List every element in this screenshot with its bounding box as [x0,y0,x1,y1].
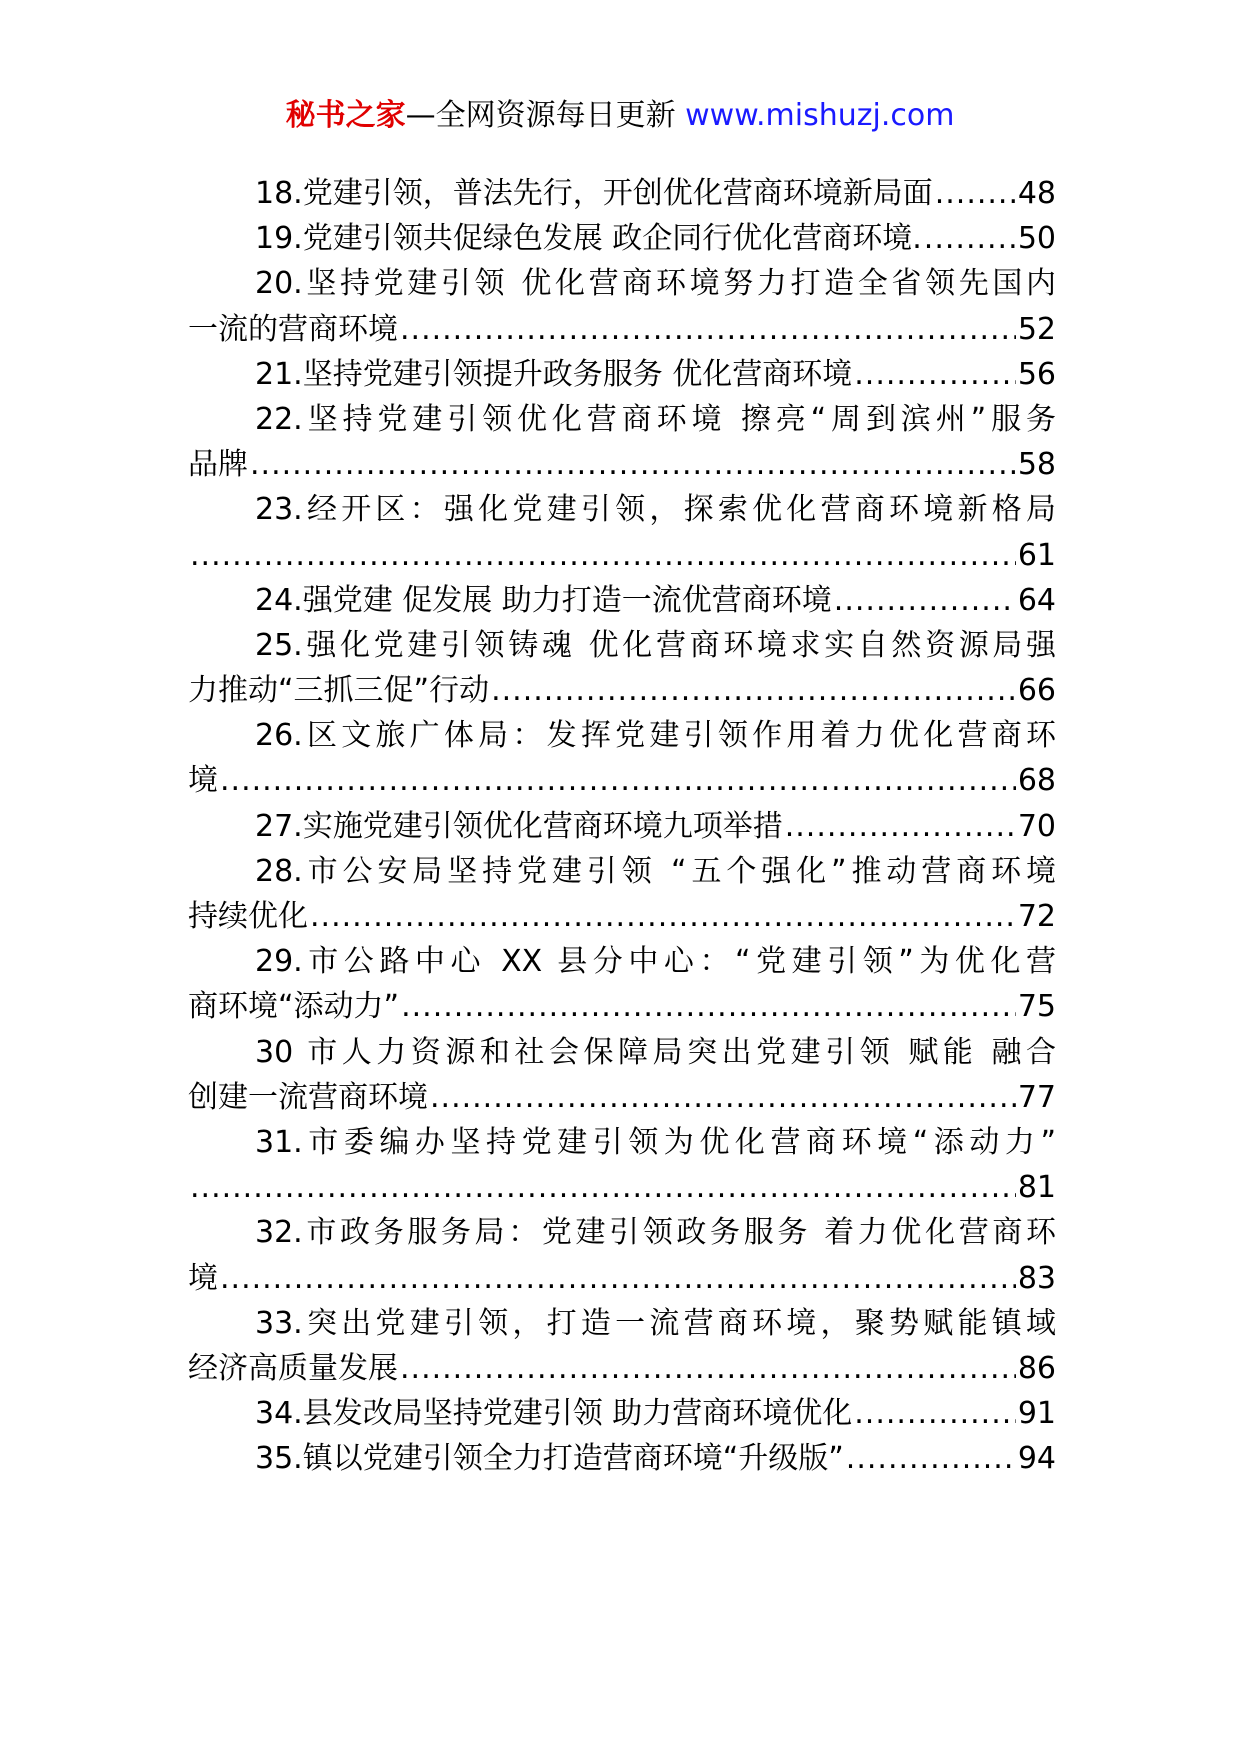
toc-leader-dots [785,804,1016,849]
toc-line[interactable] [188,668,1056,713]
toc-page-number: 75 [1017,989,1056,1025]
toc-page-number: 94 [1017,1441,1056,1477]
toc-line[interactable] [188,1120,1056,1165]
toc-leader-dots [401,984,1016,1029]
toc-entry-text: 26.区文旅广体局：发挥党建引领作用着力优化营商环 [255,718,1056,754]
toc-line[interactable] [188,1346,1056,1391]
toc-leader-dots [250,442,1016,487]
toc-line[interactable] [188,1256,1056,1301]
toc-line[interactable] [188,984,1056,1029]
toc-page-number: 66 [1017,673,1056,709]
toc-entry-text: 29.市公路中心 XX 县分中心：“党建引领”为优化营 [255,944,1056,980]
toc-line[interactable] [188,171,1056,216]
toc-line[interactable] [188,804,1056,849]
toc-line[interactable] [188,442,1056,487]
toc-page-number: 83 [1017,1260,1056,1296]
toc-line[interactable] [188,1210,1056,1255]
toc-line[interactable] [188,261,1056,306]
toc-entry-text: 20.坚持党建引领 优化营商环境努力打造全省领先国内 [255,266,1056,302]
toc-line[interactable] [188,1165,1056,1210]
toc-entry-text: 经济高质量发展 [188,1350,398,1386]
site-url[interactable]: www.mishuzj.com [685,98,955,133]
toc-line[interactable] [188,1436,1056,1481]
toc-entry-text: 35.镇以党建引领全力打造营商环境“升级版” [255,1441,844,1477]
toc-entry-text: 一流的营商环境 [188,311,398,347]
toc-entry-text: 24.强党建 促发展 助力打造一流优营商环境 [255,582,832,618]
toc-page-number: 81 [1017,1170,1056,1206]
brand-name: 秘书之家 [285,98,406,133]
toc-line[interactable] [188,1030,1056,1075]
toc-entry-text: 32.市政务服务局：党建引领政务服务 着力优化营商环 [255,1215,1056,1251]
toc-page-number: 91 [1017,1396,1056,1432]
toc-entry-text: 创建一流营商环境 [188,1079,428,1115]
toc-leader-dots [190,1165,1016,1210]
toc-leader-dots [310,894,1016,939]
toc-line[interactable] [188,352,1056,397]
toc-leader-dots [935,171,1016,216]
toc-line[interactable] [188,578,1056,623]
toc-page-number: 50 [1017,221,1056,257]
toc-line[interactable] [188,758,1056,803]
toc-entry-text: 品牌 [188,447,248,483]
toc-leader-dots [430,1075,1016,1120]
toc-entry-text: 25.强化党建引领铸魂 优化营商环境求实自然资源局强 [255,627,1056,663]
toc-leader-dots [190,533,1016,578]
toc-line[interactable] [188,894,1056,939]
toc-leader-dots [400,1346,1016,1391]
toc-line[interactable] [188,307,1056,352]
toc-leader-dots [220,1256,1016,1301]
table-of-contents [188,171,1056,1481]
toc-line[interactable] [188,487,1056,532]
toc-entry-text: 21.坚持党建引领提升政务服务 优化营商环境 [255,356,853,392]
toc-entry-text: 28.市公安局坚持党建引领 “五个强化”推动营商环境 [255,853,1056,889]
toc-leader-dots [400,307,1016,352]
toc-page-number: 56 [1017,356,1056,392]
toc-entry-text: 商环境“添动力” [188,989,400,1025]
toc-entry-text: 19.党建引领共促绿色发展 政企同行优化营商环境. [255,221,922,257]
toc-leader-dots [220,758,1016,803]
toc-entry-text: 力推动“三抓三促”行动 [188,673,490,709]
toc-line[interactable] [188,1301,1056,1346]
toc-leader-dots [854,1391,1016,1436]
toc-line[interactable] [188,849,1056,894]
toc-page-number: 64 [1017,582,1056,618]
toc-page-number: 61 [1017,537,1056,573]
toc-entry-text: 18.党建引领，普法先行，开创优化营商环境新局面 [255,176,933,211]
toc-leader-dots [854,352,1016,397]
toc-line[interactable] [188,1075,1056,1120]
page-header [0,96,1240,136]
toc-line[interactable] [188,216,1056,261]
toc-entry-text: 22.坚持党建引领优化营商环境 擦亮“周到滨州”服务 [255,401,1056,437]
toc-page-number: 70 [1017,808,1056,844]
header-slogan: —全网资源每日更新 [405,98,676,133]
toc-entry-text: 34.县发改局坚持党建引领 助力营商环境优化 [255,1396,853,1432]
toc-leader-dots [924,216,1016,261]
toc-entry-text: 31.市委编办坚持党建引领为优化营商环境“添动力” [255,1124,1056,1160]
toc-line[interactable] [188,397,1056,442]
toc-entry-text: 境 [188,1260,218,1296]
toc-page-number: 52 [1017,311,1056,347]
toc-page-number: 86 [1017,1350,1056,1386]
toc-line[interactable] [188,939,1056,984]
toc-leader-dots [491,668,1016,713]
toc-entry-text: 23.经开区：强化党建引领，探索优化营商环境新格局 [255,492,1056,528]
toc-line[interactable] [188,623,1056,668]
toc-entry-text: 持续优化 [188,899,308,934]
toc-leader-dots [846,1436,1016,1481]
toc-page-number: 77 [1017,1079,1056,1115]
toc-page-number: 48 [1017,176,1056,211]
toc-line[interactable] [188,1391,1056,1436]
toc-line[interactable] [188,533,1056,578]
toc-entry-text: 境 [188,763,218,799]
toc-line[interactable] [188,713,1056,758]
toc-entry-text: 33.突出党建引领，打造一流营商环境，聚势赋能镇域 [255,1305,1056,1341]
toc-entry-text: 30 市人力资源和社会保障局突出党建引领 赋能 融合 [255,1034,1056,1070]
toc-entry-text: 27.实施党建引领优化营商环境九项举措 [255,808,783,844]
toc-page-number: 72 [1017,899,1056,934]
toc-page-number: 58 [1017,447,1056,483]
toc-leader-dots [834,578,1016,623]
toc-page-number: 68 [1017,763,1056,799]
